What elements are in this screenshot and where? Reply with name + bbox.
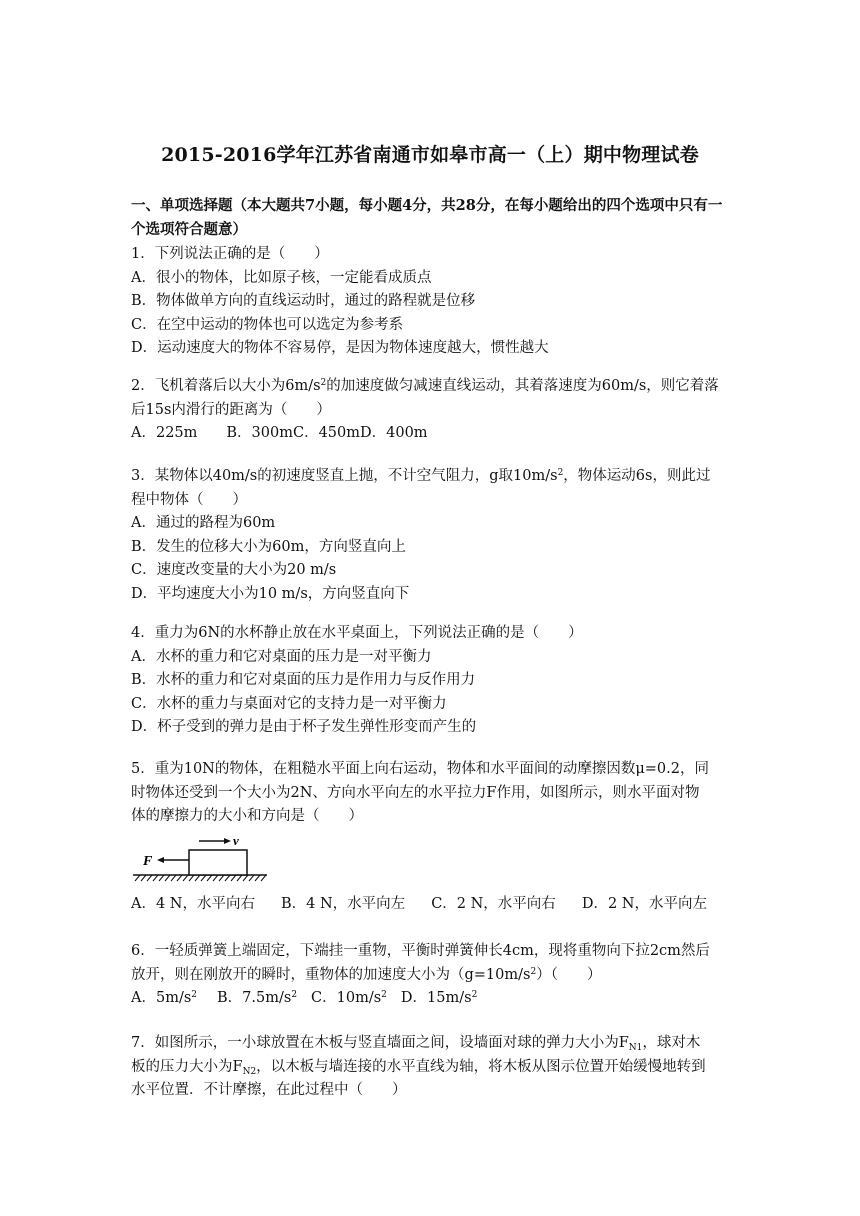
question-5-stem-line2: 时物体还受到一个大小为2N、方向水平向左的水平拉力F作用，如图所示，则水平面对物 [131,784,700,801]
question-7 [131,1032,731,1103]
question-5-option-b: B．4 N，水平向左 [281,896,406,912]
question-6-option-c: C．10m/s [311,990,382,1006]
question-3-option-d: D．平均速度大小为10 m/s，方向竖直向下 [131,585,410,602]
question-6 [131,940,731,1011]
question-3-stem-line1: 3．某物体以40m/s的初速度竖直上抛，不计空气阻力，g取$10m/s^2$，物体运动6s，则此过 [131,468,711,484]
question-1 [131,243,731,361]
question-5 [131,758,731,829]
velocity-arrow-head [224,838,231,844]
question-2-options: A．225m B．300mC．450mD．400m [131,425,428,441]
question-6-option-b: B．7.5m/s [217,990,292,1006]
force-label: F [143,854,153,869]
question-3-stem-line2: 程中物体（ ） [131,491,247,508]
question-6-option-a: A．5m/s [131,990,192,1006]
question-1-option-d: D．运动速度大的物体不容易停，是因为物体速度越大，惯性越大 [131,340,549,356]
question-5-option-d: D．2 N，水平向左 [581,896,707,912]
question-3 [131,465,731,606]
question-1-option-c: C．在空中运动的物体也可以选定为参考系 [131,316,404,333]
question-5-options [131,893,731,917]
block-on-surface-figure [131,830,271,886]
question-4-option-d: D．杯子受到的弹力是由于杯子发生弹性形变而产生的 [131,719,477,735]
question-5-diagram [131,830,271,890]
question-4 [131,622,731,740]
ground-hatching [135,875,266,881]
question-6-stem-line1: 6．一轻质弹簧上端固定，下端挂一重物，平衡时弹簧伸长4cm，现将重物向下拉2cm然后 [131,943,710,959]
question-2-stem-line1: 2．飞机着落后以大小为$6m/s^2$的加速度做匀减速直线运动，其着落速度为60m/s，则它着落 [131,378,719,394]
question-2 [131,375,731,446]
question-4-option-c: C．水杯的重力与桌面对它的支持力是一对平衡力 [131,695,447,712]
force-arrow-head [157,857,164,863]
question-5-option-a: A．4 N，水平向右 [131,896,255,912]
velocity-label: v [233,833,239,848]
question-5-stem-line3: 体的摩擦力的大小和方向是（ ） [131,808,363,824]
question-3-option-b: B．发生的位移大小为60m，方向竖直向上 [131,538,406,555]
section-heading: 一、单项选择题（本大题共7小题，每小题4分，共28分，在每小题给出的四个选项中只有一个选项符合题意） [131,197,723,238]
question-4-stem: 4．重力为6N的水杯静止放在水平桌面上，下列说法正确的是（ ） [131,625,583,641]
question-1-option-a: A．很小的物体，比如原子核，一定能看成质点 [131,269,432,286]
question-7-stem-line1: 7．如图所示，一小球放置在木板与竖直墙面之间，设墙面对球的弹力大小为$F_{N1}$，球对木 [131,1035,701,1053]
block-rect [189,850,247,875]
question-2-stem-line2: 后15s内滑行的距离为（ ） [131,401,331,418]
question-1-stem: 1．下列说法正确的是（ ） [131,246,329,262]
question-3-option-a: A．通过的路程为60m [131,515,276,531]
question-7-stem-line3: 水平位置．不计摩擦，在此过程中（ ） [131,1082,407,1098]
question-1-option-b: B．物体做单方向的直线运动时，通过的路程就是位移 [131,293,476,309]
question-5-option-c: C．2 N，水平向右 [431,896,556,912]
question-6-options: A．$5m/s^2$ B．$7.5m/s^2$ C．$10m/s^2$ D．$15m/s^2$ [131,990,478,1006]
question-3-option-c: C．速度改变量的大小为20 m/s [131,562,337,578]
question-4-option-b: B．水杯的重力和它对桌面的压力是作用力与反作用力 [131,672,476,688]
question-4-option-a: A．水杯的重力和它对桌面的压力是一对平衡力 [131,648,432,665]
question-6-option-d: D．15m/s [400,990,472,1006]
question-5-stem-line1: 5．重为10N的物体，在粗糙水平面上向右运动，物体和水平面间的动摩擦因数μ=0.2，同 [131,761,709,777]
question-6-stem-line2: 放开，则在刚放开的瞬时，重物体的加速度大小为$(g=10m/s^2)$（ ） [131,966,602,983]
exam-title: 2015-2016学年江苏省南通市如皋市高一（上）期中物理试卷 [161,144,699,166]
question-7-stem-line2: 板的压力大小为$F_{N2}$，以木板与墙连接的水平直线为轴，将木板从图示位置开始缓慢地转到 [131,1058,706,1077]
